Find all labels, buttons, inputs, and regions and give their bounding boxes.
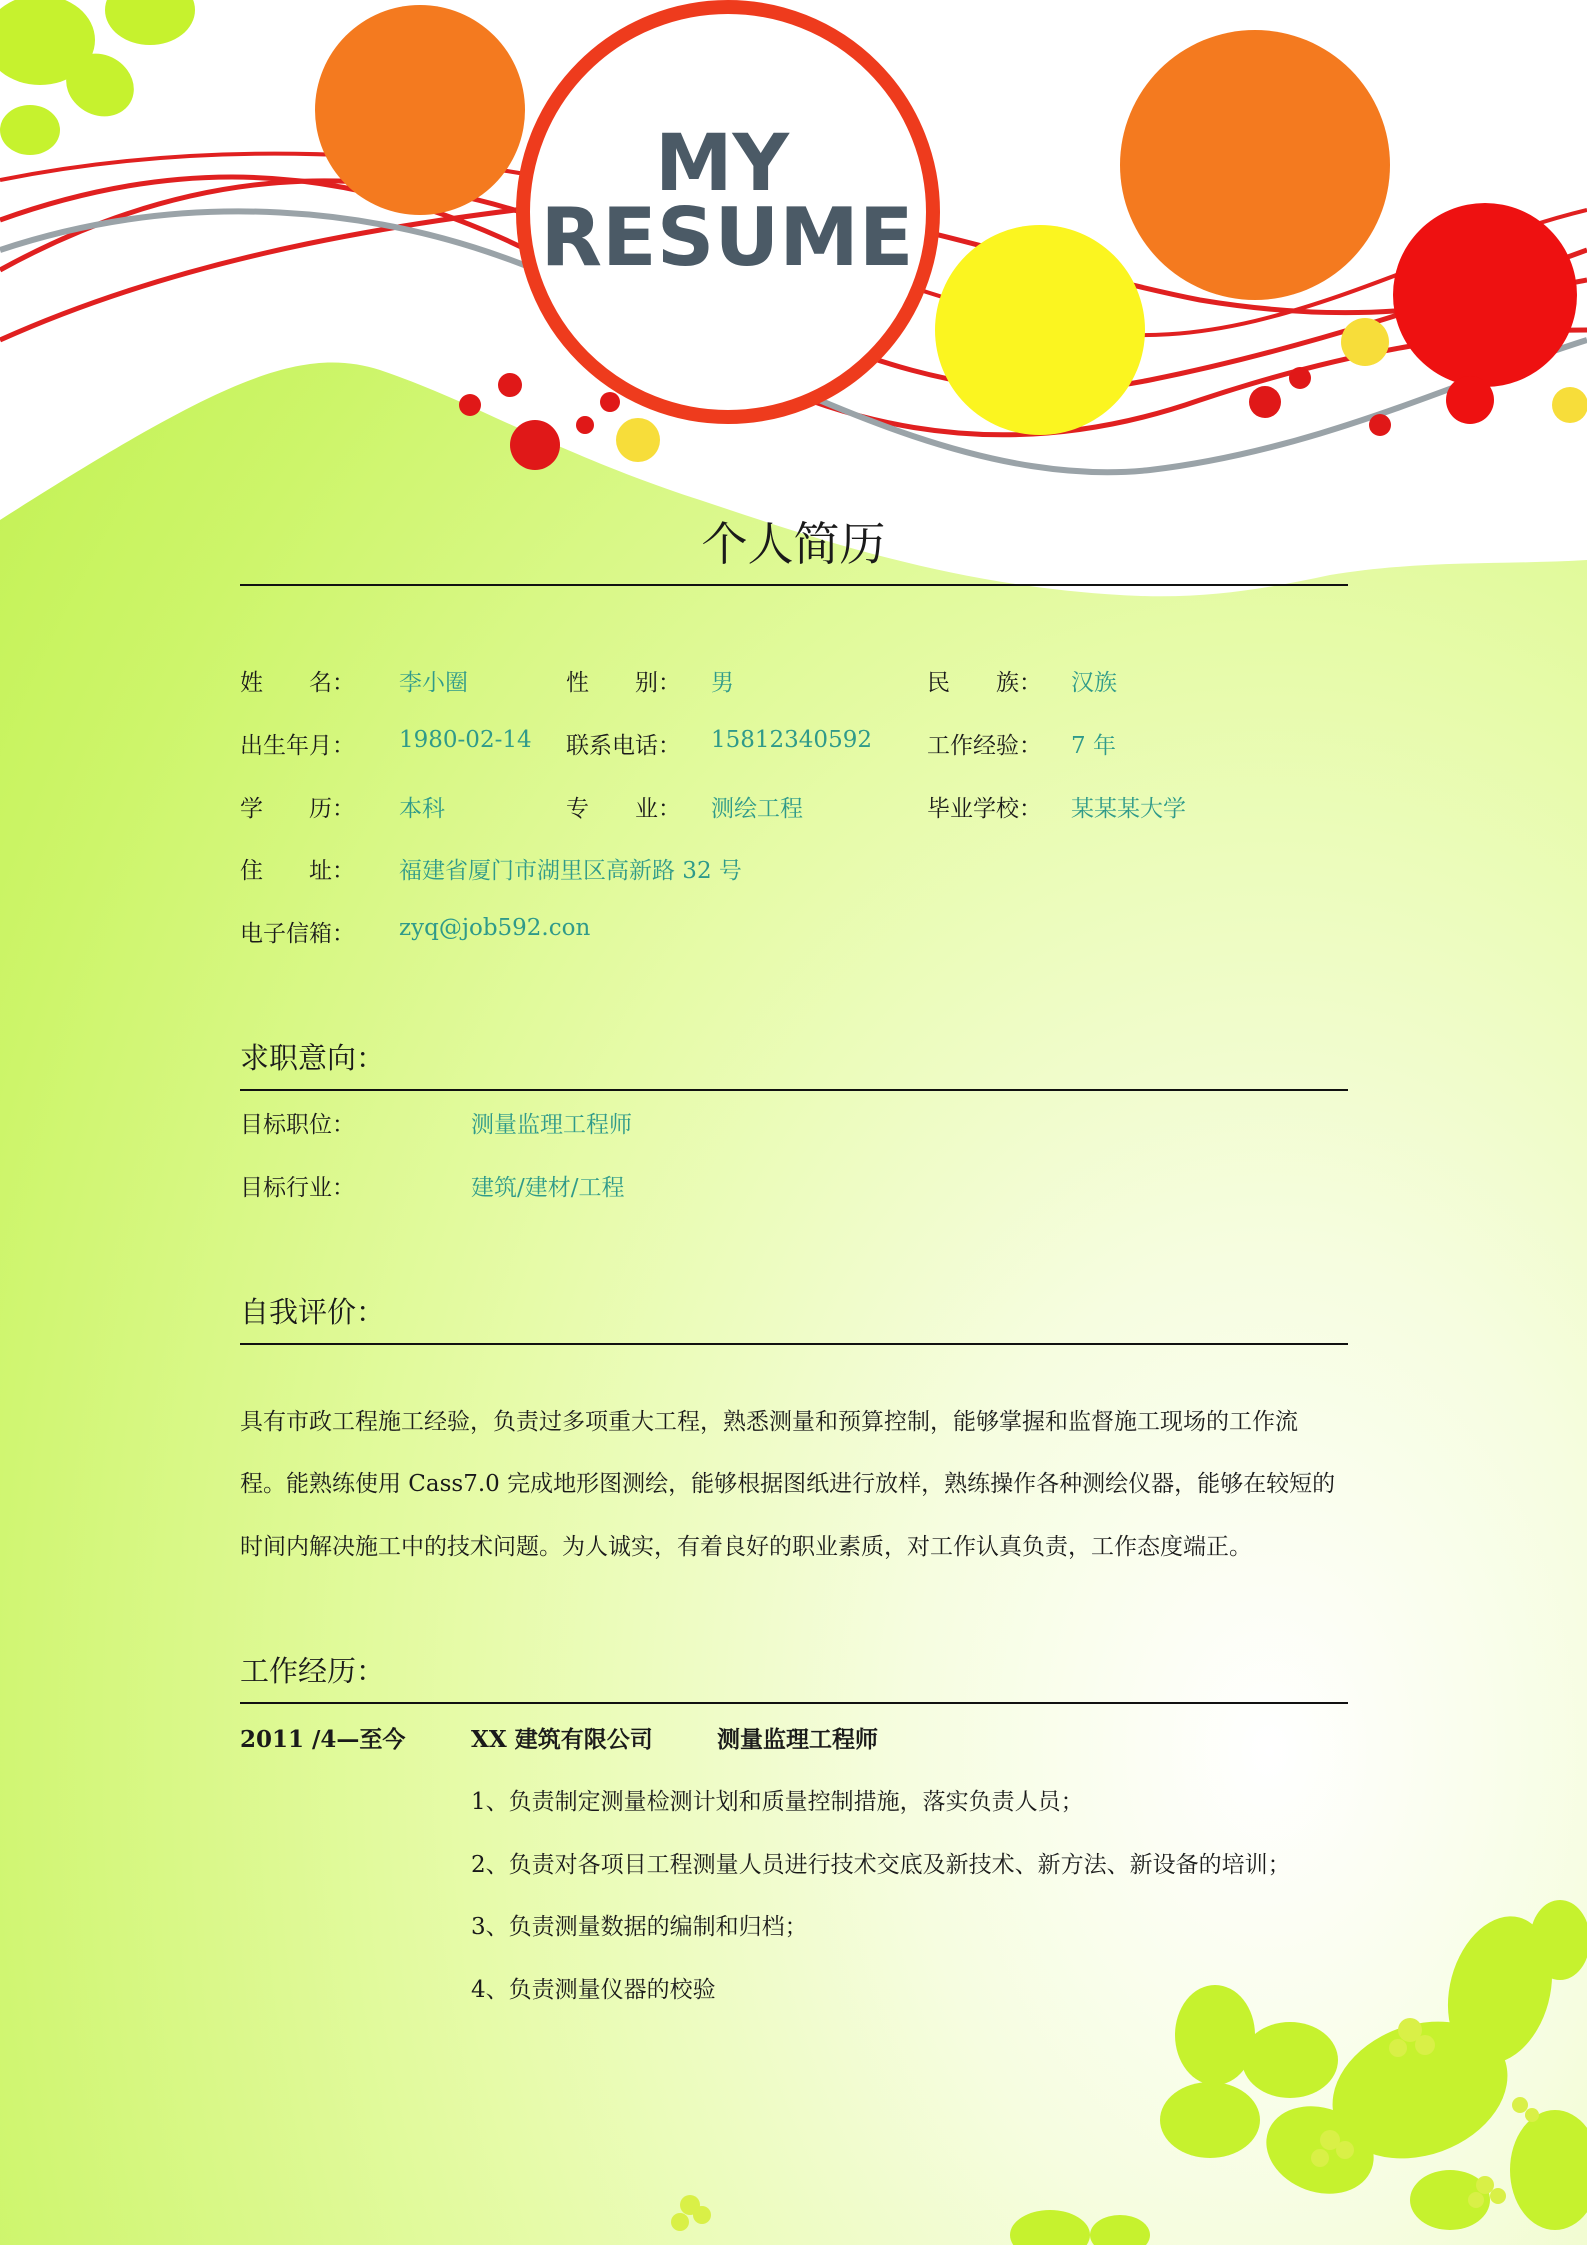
logo-text-resume: RESUME: [540, 191, 914, 284]
gender-value: 男: [711, 670, 734, 696]
birth-value: 1980-02-14: [399, 727, 532, 753]
phone-value: 15812340592: [711, 727, 872, 753]
title-rule: [240, 584, 1348, 586]
evaluation-rule: [240, 1343, 1348, 1345]
work-heading: 工作经历：: [240, 1654, 386, 1688]
intent-rule: [240, 1089, 1348, 1091]
school-value: 某某某大学: [1071, 796, 1186, 822]
ethnicity-label: 民 族：: [927, 670, 1042, 696]
work-role: 测量监理工程师: [717, 1726, 878, 1753]
duty-item: 2、负责对各项目工程测量人员进行技术交底及新技术、新方法、新设备的培训；: [471, 1852, 1291, 1878]
evaluation-heading: 自我评价：: [240, 1295, 386, 1329]
gender-label: 性 别：: [566, 670, 681, 696]
evaluation-line-2: 程。能熟练使用 Cass7.0 完成地形图测绘，能够根据图纸进行放样，熟练操作各种测绘仪器，能够在较短的: [240, 1471, 1336, 1497]
orange-circle-right: [1120, 30, 1390, 300]
name-label: 姓 名：: [240, 670, 355, 696]
school-label: 毕业学校：: [927, 796, 1042, 822]
phone-label: 联系电话：: [566, 733, 681, 759]
address-value: 福建省厦门市湖里区高新路 32 号: [399, 858, 742, 884]
experience-label: 工作经验：: [927, 733, 1042, 759]
yellow-circle: [935, 225, 1145, 435]
education-value: 本科: [399, 796, 445, 822]
experience-value: 7 年: [1071, 733, 1116, 759]
education-label: 学 历：: [240, 796, 355, 822]
email-value[interactable]: zyq@job592.con: [399, 915, 591, 941]
page-title: 个人简历: [701, 517, 886, 571]
position-label: 目标职位：: [240, 1112, 355, 1138]
address-label: 住 址：: [240, 858, 355, 884]
evaluation-line-3: 时间内解决施工中的技术问题。为人诚实，有着良好的职业素质，对工作认真负责，工作态度端正。: [240, 1534, 1252, 1560]
major-label: 专 业：: [566, 796, 681, 822]
duty-item: 1、负责制定测量检测计划和质量控制措施，落实负责人员；: [471, 1789, 1084, 1815]
orange-circle-left: [315, 5, 525, 215]
major-value: 测绘工程: [711, 796, 803, 822]
red-circle-right: [1393, 203, 1577, 387]
birth-label: 出生年月：: [240, 733, 355, 759]
ethnicity-value: 汉族: [1071, 670, 1117, 696]
work-period: 2011 /4—至今: [240, 1726, 406, 1753]
position-value: 测量监理工程师: [471, 1112, 632, 1138]
industry-value: 建筑/建材/工程: [471, 1175, 625, 1201]
work-company: XX 建筑有限公司: [471, 1726, 653, 1753]
email-label: 电子信箱：: [240, 921, 355, 947]
evaluation-line-1: 具有市政工程施工经验，负责过多项重大工程，熟悉测量和预算控制，能够掌握和监督施工现场的工作流: [240, 1409, 1298, 1435]
work-rule: [240, 1702, 1348, 1704]
duty-item: 3、负责测量数据的编制和归档；: [471, 1914, 808, 1940]
duty-item: 4、负责测量仪器的校验: [471, 1977, 716, 2003]
industry-label: 目标行业：: [240, 1175, 355, 1201]
intent-heading: 求职意向：: [240, 1041, 386, 1075]
logo-text-my: MY: [654, 119, 790, 209]
name-value: 李小圈: [399, 670, 468, 696]
